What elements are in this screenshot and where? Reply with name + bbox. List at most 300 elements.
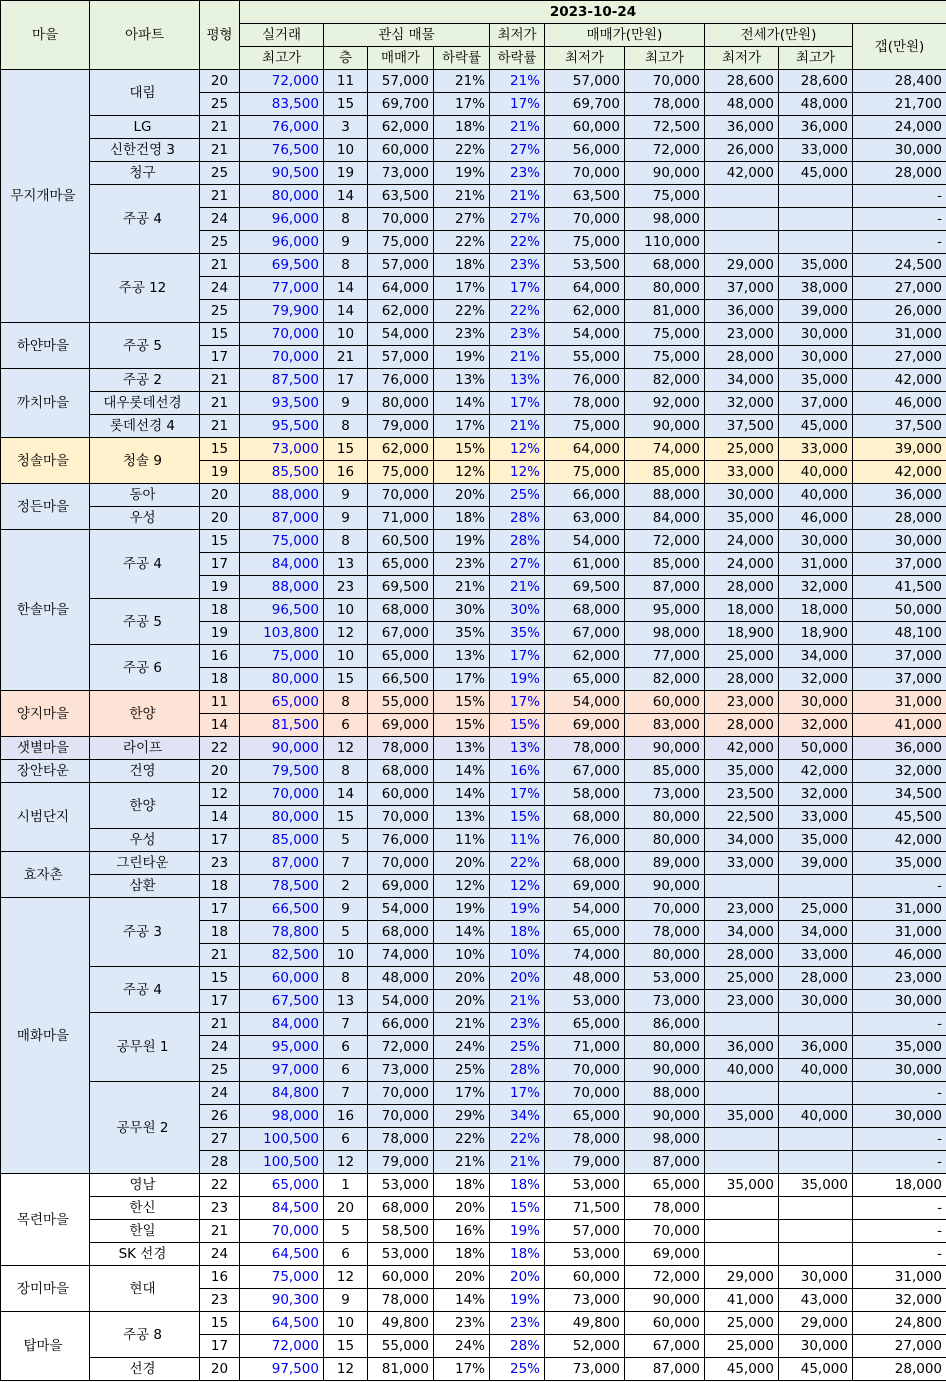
sale-max-cell: 90,000 <box>625 1105 705 1128</box>
min-drop-cell: 17% <box>490 691 545 714</box>
sale-min-cell: 57,000 <box>545 70 625 93</box>
min-drop-cell: 27% <box>490 553 545 576</box>
listing-floor-cell: 9 <box>324 484 368 507</box>
real-deal-max-cell: 75,000 <box>240 645 324 668</box>
real-deal-max-cell: 88,000 <box>240 576 324 599</box>
jeonse-min-cell: 42,000 <box>705 162 779 185</box>
sale-max-cell: 72,000 <box>625 139 705 162</box>
size-cell: 15 <box>200 967 240 990</box>
listing-price-cell: 68,000 <box>368 599 434 622</box>
gap-cell: 31,000 <box>853 921 946 944</box>
real-deal-max-cell: 100,500 <box>240 1128 324 1151</box>
table-row <box>1 1174 946 1197</box>
jeonse-min-cell: 25,000 <box>705 967 779 990</box>
min-drop-cell: 35% <box>490 622 545 645</box>
sale-max-cell: 98,000 <box>625 208 705 231</box>
jeonse-min-cell: 45,000 <box>705 1358 779 1381</box>
table-row <box>1 1243 946 1266</box>
gap-cell: 28,000 <box>853 162 946 185</box>
listing-drop-cell: 14% <box>434 921 490 944</box>
listing-price-cell: 69,700 <box>368 93 434 116</box>
apartment-name-cell: 주공 5 <box>90 323 200 369</box>
sale-max-cell: 77,000 <box>625 645 705 668</box>
real-deal-max-cell: 77,000 <box>240 277 324 300</box>
apartment-name-cell: 선경 <box>90 1358 200 1381</box>
listing-drop-cell: 21% <box>434 1013 490 1036</box>
min-drop-cell: 17% <box>490 392 545 415</box>
sale-min-cell: 62,000 <box>545 300 625 323</box>
jeonse-min-cell: 26,000 <box>705 139 779 162</box>
listing-drop-cell: 15% <box>434 438 490 461</box>
jeonse-max-cell: 30,000 <box>779 530 853 553</box>
min-drop-cell: 28% <box>490 507 545 530</box>
gap-cell: 30,000 <box>853 990 946 1013</box>
sale-min-cell: 64,000 <box>545 277 625 300</box>
listing-floor-cell: 7 <box>324 852 368 875</box>
real-deal-max-cell: 90,500 <box>240 162 324 185</box>
real-deal-max-cell: 97,000 <box>240 1059 324 1082</box>
listing-drop-cell: 18% <box>434 1174 490 1197</box>
listing-drop-cell: 18% <box>434 254 490 277</box>
jeonse-min-cell <box>705 1013 779 1036</box>
sale-max-cell: 73,000 <box>625 990 705 1013</box>
listing-floor-cell: 9 <box>324 392 368 415</box>
listing-drop-cell: 17% <box>434 1358 490 1381</box>
jeonse-max-cell <box>779 1013 853 1036</box>
listing-price-cell: 55,000 <box>368 691 434 714</box>
size-cell: 21 <box>200 944 240 967</box>
real-deal-max-cell: 81,500 <box>240 714 324 737</box>
size-cell: 19 <box>200 461 240 484</box>
sale-min-cell: 78,000 <box>545 392 625 415</box>
listing-floor-cell: 12 <box>324 737 368 760</box>
table-row <box>1 737 946 760</box>
real-deal-max-cell: 76,000 <box>240 116 324 139</box>
jeonse-max-cell <box>779 875 853 898</box>
village-name-cell: 매화마을 <box>1 898 90 1174</box>
listing-drop-cell: 20% <box>434 852 490 875</box>
listing-price-cell: 68,000 <box>368 760 434 783</box>
sale-min-cell: 53,000 <box>545 1243 625 1266</box>
listing-drop-cell: 20% <box>434 967 490 990</box>
sale-max-cell: 89,000 <box>625 852 705 875</box>
listing-floor-cell: 14 <box>324 783 368 806</box>
real-deal-max-cell: 96,500 <box>240 599 324 622</box>
listing-drop-cell: 24% <box>434 1335 490 1358</box>
real-deal-max-cell: 76,500 <box>240 139 324 162</box>
min-drop-cell: 12% <box>490 461 545 484</box>
listing-price-cell: 63,500 <box>368 185 434 208</box>
sale-min-cell: 67,000 <box>545 760 625 783</box>
sale-min-cell: 70,000 <box>545 1082 625 1105</box>
listing-price-cell: 55,000 <box>368 1335 434 1358</box>
size-cell: 20 <box>200 760 240 783</box>
size-cell: 25 <box>200 93 240 116</box>
listing-price-cell: 80,000 <box>368 392 434 415</box>
header-listing-drop: 하락률 <box>434 47 490 70</box>
min-drop-cell: 23% <box>490 162 545 185</box>
real-deal-max-cell: 64,500 <box>240 1312 324 1335</box>
sale-max-cell: 80,000 <box>625 806 705 829</box>
jeonse-min-cell: 28,600 <box>705 70 779 93</box>
listing-drop-cell: 21% <box>434 185 490 208</box>
sale-min-cell: 70,000 <box>545 208 625 231</box>
header-min-drop-top: 최저가 <box>490 24 545 47</box>
listing-floor-cell: 13 <box>324 553 368 576</box>
listing-floor-cell: 8 <box>324 967 368 990</box>
jeonse-min-cell: 36,000 <box>705 300 779 323</box>
listing-floor-cell: 11 <box>324 70 368 93</box>
real-deal-max-cell: 72,000 <box>240 1335 324 1358</box>
real-deal-max-cell: 100,500 <box>240 1151 324 1174</box>
listing-drop-cell: 21% <box>434 576 490 599</box>
listing-price-cell: 74,000 <box>368 944 434 967</box>
min-drop-cell: 20% <box>490 1266 545 1289</box>
gap-cell: 34,500 <box>853 783 946 806</box>
table-row <box>1 507 946 530</box>
apartment-name-cell: 우성 <box>90 829 200 852</box>
listing-price-cell: 57,000 <box>368 346 434 369</box>
size-cell: 24 <box>200 1036 240 1059</box>
listing-price-cell: 65,000 <box>368 553 434 576</box>
listing-price-cell: 78,000 <box>368 1289 434 1312</box>
real-deal-max-cell: 79,900 <box>240 300 324 323</box>
listing-floor-cell: 10 <box>324 645 368 668</box>
size-cell: 16 <box>200 1266 240 1289</box>
listing-drop-cell: 24% <box>434 1036 490 1059</box>
apartment-name-cell: LG <box>90 116 200 139</box>
listing-drop-cell: 25% <box>434 1059 490 1082</box>
sale-min-cell: 73,000 <box>545 1358 625 1381</box>
header-jeonse-max: 최고가 <box>779 47 853 70</box>
apartment-name-cell: 주공 4 <box>90 185 200 254</box>
sale-max-cell: 88,000 <box>625 484 705 507</box>
listing-floor-cell: 15 <box>324 93 368 116</box>
listing-drop-cell: 17% <box>434 415 490 438</box>
apartment-name-cell: 주공 2 <box>90 369 200 392</box>
size-cell: 17 <box>200 346 240 369</box>
listing-price-cell: 70,000 <box>368 852 434 875</box>
size-cell: 20 <box>200 70 240 93</box>
sale-min-cell: 54,000 <box>545 898 625 921</box>
gap-cell: - <box>853 208 946 231</box>
listing-price-cell: 73,000 <box>368 162 434 185</box>
sale-max-cell: 67,000 <box>625 1335 705 1358</box>
listing-price-cell: 68,000 <box>368 1197 434 1220</box>
table-row <box>1 438 946 461</box>
listing-floor-cell: 6 <box>324 1036 368 1059</box>
apartment-name-cell: 건영 <box>90 760 200 783</box>
apartment-name-cell: 공무원 2 <box>90 1082 200 1174</box>
min-drop-cell: 15% <box>490 714 545 737</box>
sale-max-cell: 86,000 <box>625 1013 705 1036</box>
sale-min-cell: 71,500 <box>545 1197 625 1220</box>
apartment-name-cell: 한신 <box>90 1197 200 1220</box>
sale-min-cell: 53,000 <box>545 1174 625 1197</box>
min-drop-cell: 15% <box>490 806 545 829</box>
village-name-cell: 탑마을 <box>1 1312 90 1381</box>
listing-price-cell: 60,500 <box>368 530 434 553</box>
min-drop-cell: 21% <box>490 990 545 1013</box>
gap-cell: 31,000 <box>853 691 946 714</box>
sale-min-cell: 52,000 <box>545 1335 625 1358</box>
gap-cell: 46,000 <box>853 392 946 415</box>
size-cell: 18 <box>200 668 240 691</box>
listing-price-cell: 76,000 <box>368 369 434 392</box>
sale-max-cell: 90,000 <box>625 1059 705 1082</box>
real-deal-max-cell: 88,000 <box>240 484 324 507</box>
real-deal-max-cell: 65,000 <box>240 691 324 714</box>
gap-cell: 18,000 <box>853 1174 946 1197</box>
listing-floor-cell: 15 <box>324 668 368 691</box>
jeonse-min-cell: 24,000 <box>705 553 779 576</box>
listing-drop-cell: 13% <box>434 737 490 760</box>
gap-cell: 31,000 <box>853 898 946 921</box>
listing-drop-cell: 17% <box>434 93 490 116</box>
gap-cell: 37,000 <box>853 553 946 576</box>
sale-min-cell: 57,000 <box>545 1220 625 1243</box>
village-name-cell: 양지마을 <box>1 691 90 737</box>
real-deal-max-cell: 80,000 <box>240 668 324 691</box>
min-drop-cell: 18% <box>490 921 545 944</box>
jeonse-min-cell: 18,000 <box>705 599 779 622</box>
sale-max-cell: 85,000 <box>625 553 705 576</box>
sale-min-cell: 70,000 <box>545 162 625 185</box>
gap-cell: 36,000 <box>853 737 946 760</box>
min-drop-cell: 19% <box>490 1220 545 1243</box>
size-cell: 25 <box>200 1059 240 1082</box>
listing-floor-cell: 12 <box>324 1266 368 1289</box>
table-row <box>1 1220 946 1243</box>
min-drop-cell: 19% <box>490 1289 545 1312</box>
apartment-name-cell: 주공 4 <box>90 530 200 599</box>
sale-max-cell: 80,000 <box>625 277 705 300</box>
jeonse-min-cell: 22,500 <box>705 806 779 829</box>
sale-max-cell: 70,000 <box>625 898 705 921</box>
table-row <box>1 392 946 415</box>
listing-floor-cell: 2 <box>324 875 368 898</box>
jeonse-max-cell: 33,000 <box>779 806 853 829</box>
header-apartment: 아파트 <box>90 1 200 70</box>
listing-drop-cell: 17% <box>434 668 490 691</box>
jeonse-max-cell: 25,000 <box>779 898 853 921</box>
listing-floor-cell: 23 <box>324 576 368 599</box>
real-deal-max-cell: 93,500 <box>240 392 324 415</box>
sale-min-cell: 76,000 <box>545 829 625 852</box>
sale-min-cell: 76,000 <box>545 369 625 392</box>
min-drop-cell: 25% <box>490 1358 545 1381</box>
real-deal-max-cell: 75,000 <box>240 530 324 553</box>
min-drop-cell: 28% <box>490 1335 545 1358</box>
jeonse-min-cell: 24,000 <box>705 530 779 553</box>
apartment-name-cell: 청구 <box>90 162 200 185</box>
jeonse-min-cell: 29,000 <box>705 254 779 277</box>
jeonse-max-cell: 30,000 <box>779 1266 853 1289</box>
jeonse-max-cell: 28,000 <box>779 967 853 990</box>
gap-cell: 36,000 <box>853 484 946 507</box>
header-date: 2023-10-24 <box>240 1 946 24</box>
listing-floor-cell: 20 <box>324 1197 368 1220</box>
real-deal-max-cell: 64,500 <box>240 1243 324 1266</box>
sale-max-cell: 60,000 <box>625 691 705 714</box>
listing-floor-cell: 17 <box>324 369 368 392</box>
gap-cell: - <box>853 1243 946 1266</box>
sale-max-cell: 65,000 <box>625 1174 705 1197</box>
gap-cell: 24,800 <box>853 1312 946 1335</box>
listing-price-cell: 58,500 <box>368 1220 434 1243</box>
listing-price-cell: 54,000 <box>368 323 434 346</box>
listing-floor-cell: 14 <box>324 185 368 208</box>
listing-price-cell: 62,000 <box>368 300 434 323</box>
real-deal-max-cell: 95,000 <box>240 1036 324 1059</box>
listing-price-cell: 76,000 <box>368 829 434 852</box>
jeonse-max-cell: 37,000 <box>779 392 853 415</box>
sale-min-cell: 75,000 <box>545 415 625 438</box>
listing-drop-cell: 20% <box>434 1266 490 1289</box>
table-row <box>1 70 946 93</box>
listing-drop-cell: 17% <box>434 1082 490 1105</box>
listing-price-cell: 70,000 <box>368 484 434 507</box>
gap-cell: 27,000 <box>853 1335 946 1358</box>
table-row <box>1 1266 946 1289</box>
jeonse-min-cell: 36,000 <box>705 1036 779 1059</box>
sale-min-cell: 68,000 <box>545 852 625 875</box>
jeonse-max-cell <box>779 1243 853 1266</box>
jeonse-min-cell: 37,500 <box>705 415 779 438</box>
size-cell: 21 <box>200 1220 240 1243</box>
min-drop-cell: 21% <box>490 576 545 599</box>
listing-price-cell: 70,000 <box>368 208 434 231</box>
jeonse-min-cell: 23,000 <box>705 990 779 1013</box>
size-cell: 15 <box>200 323 240 346</box>
jeonse-max-cell: 34,000 <box>779 921 853 944</box>
listing-floor-cell: 7 <box>324 1082 368 1105</box>
min-drop-cell: 27% <box>490 208 545 231</box>
sale-max-cell: 90,000 <box>625 737 705 760</box>
village-name-cell: 장안타운 <box>1 760 90 783</box>
gap-cell: - <box>853 1220 946 1243</box>
listing-drop-cell: 30% <box>434 599 490 622</box>
jeonse-max-cell <box>779 185 853 208</box>
listing-floor-cell: 9 <box>324 1289 368 1312</box>
sale-min-cell: 69,700 <box>545 93 625 116</box>
apartment-name-cell: 공무원 1 <box>90 1013 200 1082</box>
listing-price-cell: 53,000 <box>368 1174 434 1197</box>
listing-drop-cell: 22% <box>434 300 490 323</box>
header-real-deal-bottom: 최고가 <box>240 47 324 70</box>
jeonse-max-cell: 45,000 <box>779 162 853 185</box>
sale-min-cell: 65,000 <box>545 1105 625 1128</box>
min-drop-cell: 25% <box>490 1036 545 1059</box>
sale-min-cell: 75,000 <box>545 231 625 254</box>
sale-max-cell: 92,000 <box>625 392 705 415</box>
jeonse-max-cell: 40,000 <box>779 461 853 484</box>
jeonse-max-cell <box>779 1128 853 1151</box>
jeonse-max-cell: 40,000 <box>779 484 853 507</box>
listing-floor-cell: 19 <box>324 162 368 185</box>
gap-cell: 30,000 <box>853 1059 946 1082</box>
gap-cell: 30,000 <box>853 1105 946 1128</box>
sale-max-cell: 87,000 <box>625 576 705 599</box>
size-cell: 17 <box>200 1335 240 1358</box>
header-min-drop-bottom: 하락률 <box>490 47 545 70</box>
jeonse-min-cell: 23,000 <box>705 691 779 714</box>
gap-cell: - <box>853 231 946 254</box>
sale-min-cell: 71,000 <box>545 1036 625 1059</box>
size-cell: 16 <box>200 645 240 668</box>
size-cell: 24 <box>200 208 240 231</box>
jeonse-min-cell <box>705 1243 779 1266</box>
jeonse-max-cell <box>779 1220 853 1243</box>
real-deal-max-cell: 87,000 <box>240 507 324 530</box>
sale-min-cell: 54,000 <box>545 530 625 553</box>
sale-min-cell: 61,000 <box>545 553 625 576</box>
gap-cell: 32,000 <box>853 760 946 783</box>
size-cell: 24 <box>200 277 240 300</box>
gap-cell: 28,400 <box>853 70 946 93</box>
listing-drop-cell: 18% <box>434 116 490 139</box>
sale-max-cell: 85,000 <box>625 760 705 783</box>
real-deal-max-cell: 96,000 <box>240 231 324 254</box>
jeonse-max-cell: 32,000 <box>779 714 853 737</box>
listing-drop-cell: 17% <box>434 277 490 300</box>
real-deal-max-cell: 67,500 <box>240 990 324 1013</box>
sale-max-cell: 78,000 <box>625 1197 705 1220</box>
apartment-name-cell: 한양 <box>90 691 200 737</box>
gap-cell: 50,000 <box>853 599 946 622</box>
sale-max-cell: 85,000 <box>625 461 705 484</box>
size-cell: 21 <box>200 139 240 162</box>
listing-price-cell: 66,500 <box>368 668 434 691</box>
jeonse-min-cell: 23,000 <box>705 323 779 346</box>
real-deal-max-cell: 79,500 <box>240 760 324 783</box>
gap-cell: 28,000 <box>853 507 946 530</box>
sale-max-cell: 73,000 <box>625 783 705 806</box>
size-cell: 28 <box>200 1151 240 1174</box>
real-deal-max-cell: 85,000 <box>240 829 324 852</box>
sale-max-cell: 83,000 <box>625 714 705 737</box>
apartment-name-cell: 주공 8 <box>90 1312 200 1358</box>
size-cell: 17 <box>200 898 240 921</box>
real-deal-max-cell: 66,500 <box>240 898 324 921</box>
gap-cell: 35,000 <box>853 852 946 875</box>
size-cell: 22 <box>200 1174 240 1197</box>
jeonse-max-cell <box>779 1151 853 1174</box>
size-cell: 20 <box>200 1358 240 1381</box>
gap-cell: - <box>853 1013 946 1036</box>
real-deal-max-cell: 84,000 <box>240 553 324 576</box>
real-deal-max-cell: 60,000 <box>240 967 324 990</box>
min-drop-cell: 15% <box>490 1197 545 1220</box>
gap-cell: - <box>853 875 946 898</box>
jeonse-min-cell: 25,000 <box>705 438 779 461</box>
listing-floor-cell: 12 <box>324 1151 368 1174</box>
apartment-name-cell: 현대 <box>90 1266 200 1312</box>
listing-floor-cell: 3 <box>324 116 368 139</box>
listing-drop-cell: 23% <box>434 1312 490 1335</box>
table-row <box>1 1197 946 1220</box>
sale-min-cell: 56,000 <box>545 139 625 162</box>
jeonse-max-cell: 30,000 <box>779 346 853 369</box>
table-row <box>1 599 946 622</box>
apartment-name-cell: 한일 <box>90 1220 200 1243</box>
listing-floor-cell: 5 <box>324 829 368 852</box>
village-name-cell: 청솔마을 <box>1 438 90 484</box>
gap-cell: 37,000 <box>853 668 946 691</box>
sale-max-cell: 75,000 <box>625 185 705 208</box>
listing-drop-cell: 11% <box>434 829 490 852</box>
size-cell: 22 <box>200 737 240 760</box>
